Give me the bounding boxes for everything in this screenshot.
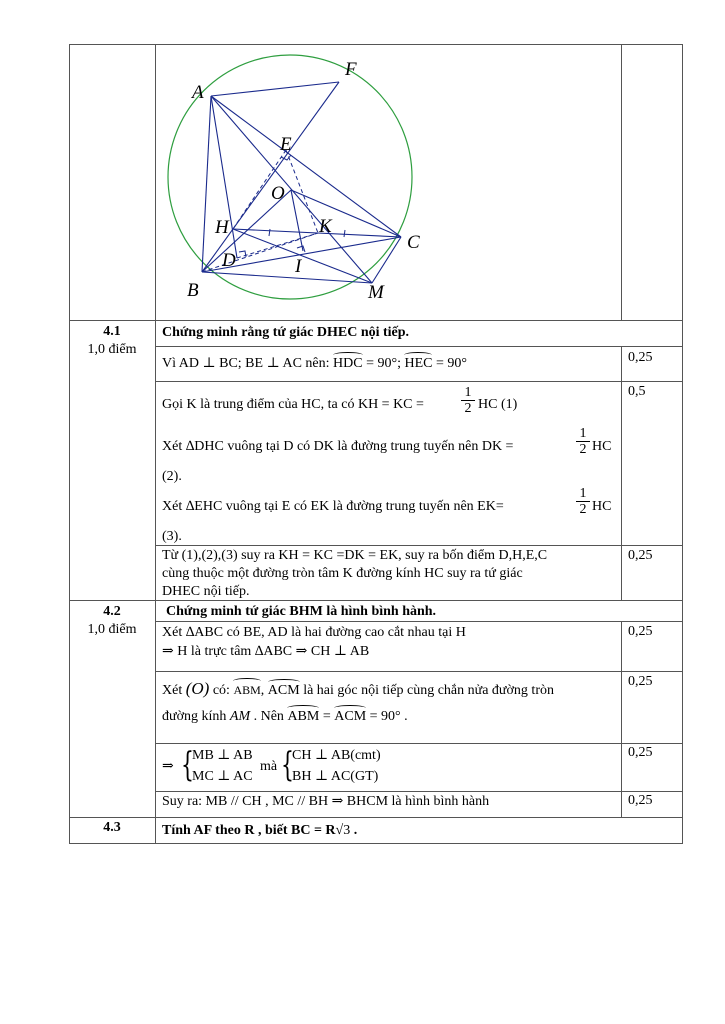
s42-r3-s1: MB ⊥ AB [192, 748, 253, 763]
circle-o: (O) [185, 679, 210, 698]
label-C: C [407, 232, 420, 253]
s42-r2-line1 [162, 680, 554, 700]
s41-r2-line1b: HC (1) [478, 397, 518, 412]
s42-r1-line1: Xét ∆ABC có BE, AD là hai đường cao cắt nhau tại H [162, 625, 466, 640]
frac-den: 2 [461, 400, 475, 416]
angle-acm-2: ACM [334, 709, 367, 724]
fraction-half-1 [461, 385, 475, 416]
s42-r4-line: Suy ra: MB // CH , MC // BH ⇒ BHCM là hình bình hành [162, 794, 490, 809]
label-E: E [280, 134, 292, 155]
s42-r2-nen: . Nên [250, 709, 288, 724]
section-id-4-3: 4.3 [103, 820, 121, 835]
s41-r2-line2b: HC [592, 439, 612, 454]
score-4-2-r2: 0,25 [628, 674, 653, 689]
score-4-1-r3: 0,25 [628, 548, 653, 563]
label-H: H [215, 217, 229, 238]
frac-num: 1 [579, 426, 587, 441]
s42-r3-ma: mà [260, 759, 278, 774]
section-points-4-2: 1,0 điểm [87, 622, 137, 637]
s41-r3-line3: DHEC nội tiếp. [162, 584, 250, 599]
label-F: F [345, 59, 357, 80]
s42-r2-rest: là hai góc nội tiếp cùng chắn nửa đường tròn [299, 683, 554, 698]
frac-num: 1 [579, 486, 587, 501]
circumcircle [168, 55, 412, 299]
s42-r2-90: = 90° . [366, 709, 408, 724]
s42-r2-comma: , [260, 683, 268, 698]
section-title-4-1: Chứng minh rằng tứ giác DHEC nội tiếp. [162, 325, 410, 340]
s41-r3-line1: Từ (1),(2),(3) suy ra KH = KC =DK = EK, suy ra bốn điểm D,H,E,C [162, 548, 548, 563]
s42-r2-line2 [162, 708, 408, 726]
angle-hec: HEC [404, 356, 433, 371]
label-I: I [295, 256, 302, 277]
s41-row1-m2: = 90° [432, 356, 467, 371]
fraction-half-3 [576, 486, 590, 517]
s41-r2-line4b: HC [592, 499, 612, 514]
section-id-4-1: 4.1 [103, 324, 121, 339]
s42-r1-line2: ⇒ H là trực tâm ∆ABC ⇒ CH ⊥ AB [162, 644, 370, 659]
score-4-2-r3: 0,25 [628, 745, 653, 760]
label-O: O [271, 183, 285, 204]
angle-abm: ABM [233, 683, 261, 697]
section-title-4-2: Chứng minh tứ giác BHM là hình bình hành. [166, 604, 437, 619]
label-M: M [368, 282, 384, 303]
section-id-4-2: 4.2 [103, 604, 121, 619]
score-4-1-r1: 0,25 [628, 350, 653, 365]
s41-r3-line2: cùng thuộc một đường tròn tâm K đường kính HC suy ra tứ giác [162, 566, 523, 581]
angle-hdc: HDC [333, 356, 363, 371]
s42-r3-s3: CH ⊥ AB(cmt) [292, 748, 381, 763]
s42-r3-s4: BH ⊥ AC(GT) [292, 769, 379, 784]
geometry-figure [0, 0, 725, 330]
section-title-4-3 [162, 822, 357, 840]
s42-r3-arrow: ⇒ [162, 759, 174, 774]
s41-row1 [162, 355, 467, 373]
left-brace-2: { [281, 745, 294, 785]
s42-r2-am: AM [229, 709, 251, 724]
frac-den: 2 [576, 441, 590, 457]
s41-row1-m1: = 90°; [362, 356, 405, 371]
label-A: A [192, 82, 204, 103]
s42-r3-s2: MC ⊥ AC [192, 769, 253, 784]
s43-title-a: Tính AF theo R , biết BC = R [162, 823, 336, 838]
s43-title-b: . [350, 823, 358, 838]
label-D: D [222, 250, 236, 271]
s41-r2-line5: (3). [162, 529, 182, 544]
section-points-4-1: 1,0 điểm [87, 342, 137, 357]
score-4-1-r2: 0,5 [628, 384, 646, 399]
s41-r2-line4a: Xét ∆EHC vuông tại E có EK là đường trung tuyến nên EK= [162, 499, 504, 514]
fraction-half-2 [576, 426, 590, 457]
angle-abm-2: ABM [287, 709, 320, 724]
s41-row1-pre: Vì AD ⊥ BC; BE ⊥ AC nên: [162, 356, 334, 371]
s42-r2-co: có: [209, 683, 234, 698]
s42-r2-eq: = [319, 709, 335, 724]
frac-num: 1 [464, 385, 472, 400]
s41-r2-line2a: Xét ∆DHC vuông tại D có DK là đường trung tuyến nên DK = [162, 439, 514, 454]
label-K: K [319, 216, 332, 237]
label-B: B [187, 280, 199, 301]
score-4-2-r4: 0,25 [628, 793, 653, 808]
s41-r2-line3: (2). [162, 469, 182, 484]
sqrt-3: √3 [335, 823, 351, 838]
frac-den: 2 [576, 501, 590, 517]
s42-r2-dk: đường kính [162, 709, 230, 724]
s41-r2-line1a: Gọi K là trung điểm của HC, ta có KH = KC = [162, 397, 424, 412]
score-4-2-r1: 0,25 [628, 624, 653, 639]
s42-r2-xet: Xét [162, 683, 186, 698]
angle-acm: ACM [267, 683, 300, 698]
left-brace-1: { [181, 745, 194, 785]
